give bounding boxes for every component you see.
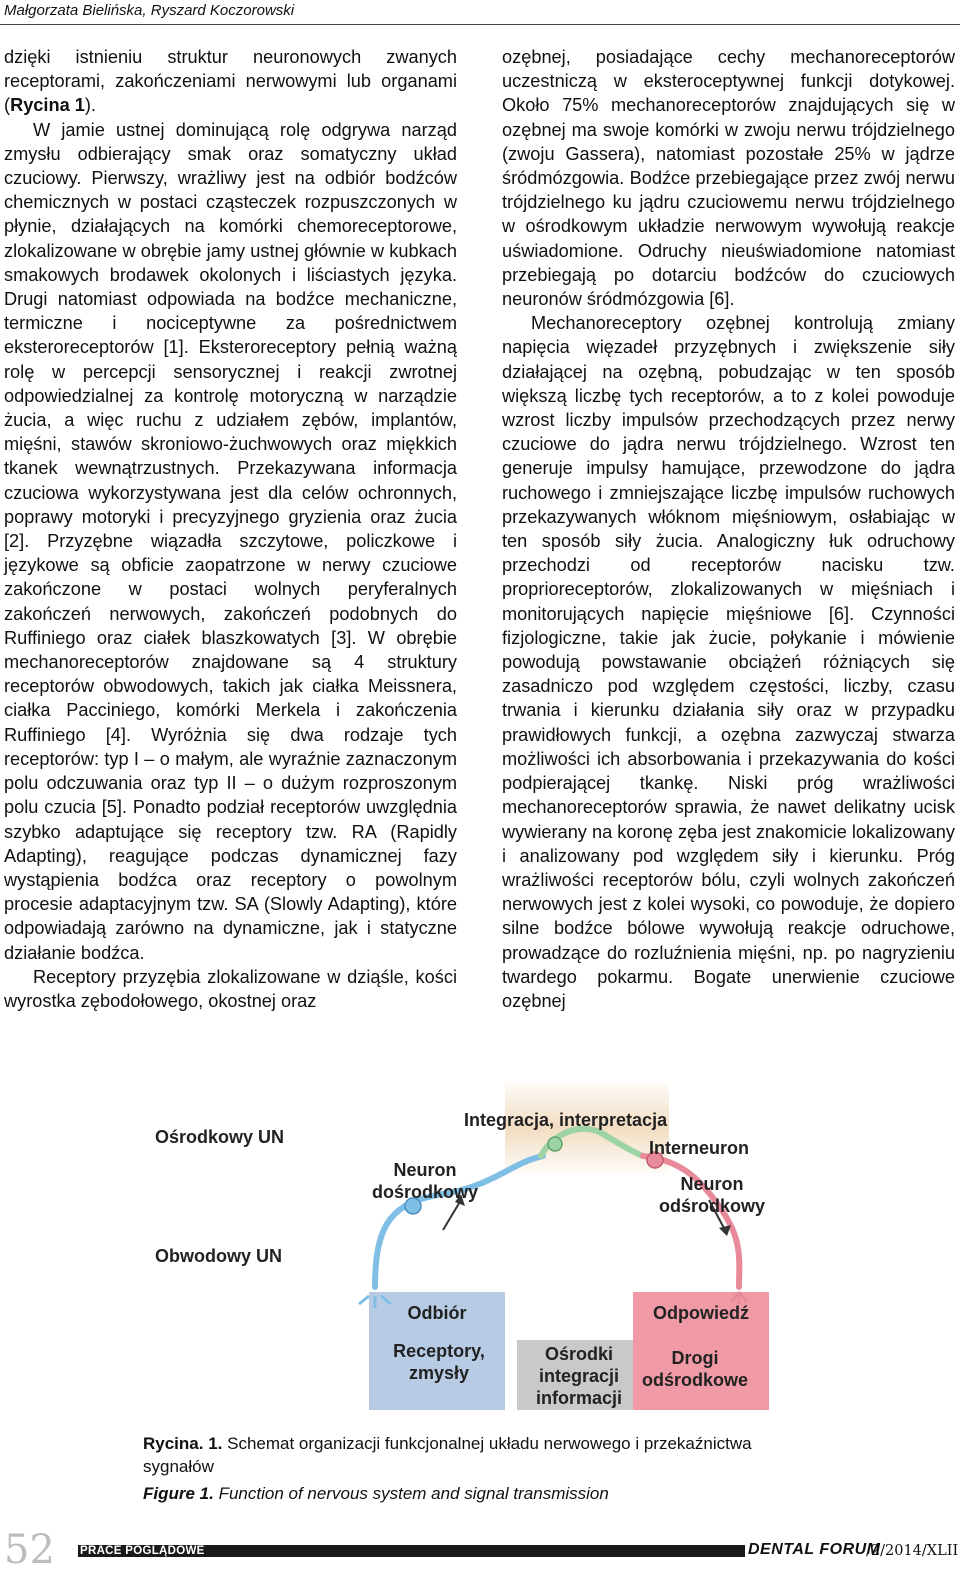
caption-en-text: Function of nervous system and signal transmission — [218, 1484, 609, 1503]
left-p1-end: ). — [84, 95, 96, 116]
label-receptors: Receptory, zmysły — [393, 1341, 485, 1383]
figure-nervous-system — [143, 1082, 827, 1412]
header-rule — [0, 24, 960, 25]
left-paragraph-1 — [4, 45, 457, 118]
label-efferent-neuron: Neuron odśrodkowy — [658, 1174, 765, 1216]
left-p1-text: dzięki istnieniu struktur neuronowych zwanych receptorami, zakończeniami nerwowymi lub organami ( — [4, 47, 457, 116]
label-efferent-pathways: Drogi odśrodkowe — [641, 1348, 748, 1390]
label-integration-centers: Ośrodki integracji informacji — [535, 1344, 623, 1408]
label-output: Odpowiedź — [653, 1303, 749, 1323]
caption-en-label: Figure 1. — [143, 1484, 214, 1503]
label-central-ns: Ośrodkowy UN — [155, 1127, 285, 1147]
left-paragraph-2: W jamie ustnej dominującą rolę odgrywa narząd zmysłu odbierający smak oraz somatyczny układ czuciowy. Pierwszy, wrażliwy jest na odbiór bodźców chemicznych w postaci cząsteczek rozpuszczonych w płynie, działających na komórki chemoreceptorowe, zlokalizowane w obrębie jamy ustnej głównie w kubkach smakowych brodawek okolonych i liściastych języka. Drugi natomiast odpowiada na bodźce mechaniczne, termiczne i nociceptywne za pośrednictwem eksteroreceptorów [1]. Eksteroreceptory pełnią ważną rolę w percepcji sensorycznej i reakcji zwrotnej odpowiedzialnej za kontrolę motoryczną w narządzie żucia, a więc ruchu z udziałem zębów, implantów, mięśni, stawów skroniowo-żuchwowych oraz miękkich tkanek wewnątrzustnych. Przekazywana informacja czuciowa wykorzystywana jest dla celów ochronnych, poprawy motoryki i precyzyjnego gryzienia oraz żucia [2]. Przyzębne wiązadła szczytowe, policzkowe i językowe są obficie zaopatrzone w nerwy czuciowe zakończone w postaci wolnych peryferalnych zakończeń nerwowych, zakończeń podobnych do Ruffiniego oraz ciałek blaszkowatych [3]. W obrębie mechanoreceptorów znajdowane są 4 struktury receptorów obwodowych, takich jak ciałka Meissnera, ciałka Pacciniego, komórki Merkela i zakończenia Ruffiniego [4]. Wyróżnia się dwa rodzaje tych receptorów: typ I – o małym, ale wyraźnie zaznaczonym polu odczuwania oraz typ II – o dużym rozproszonym polu czucia [5]. Ponadto podział receptorów uwzględnia szybko adaptujące się receptory tzw. RA (Rapidly Adapting), reagujące podczas dynamicznej fazy wystąpienia bodźca oraz receptory o powolnym procesie adaptacyjnym tzw. SA (Slowly Adapting), które odpowiadają zarówno na dynamiczne, jak i statyczne działanie bodźca. — [4, 119, 457, 963]
page-number: 52 — [4, 1527, 55, 1573]
arrow-up-left — [443, 1200, 461, 1230]
section-label: PRACE POGLĄDOWE — [80, 1545, 205, 1557]
left-column — [4, 45, 457, 1013]
caption-polish — [143, 1433, 823, 1478]
right-column — [502, 45, 955, 1013]
running-head-authors: Małgorzata Bielińska, Ryszard Koczorowski — [4, 2, 295, 19]
interneuron-body — [548, 1137, 562, 1151]
arrow-down-right-head — [719, 1225, 731, 1236]
figure-caption — [143, 1433, 823, 1506]
label-afferent-neuron: Neuron dośrodkowy — [371, 1160, 478, 1202]
label-integration: Integracja, interpretacja — [464, 1110, 668, 1130]
label-peripheral-ns: Obwodowy UN — [155, 1246, 282, 1266]
right-paragraph-1: ozębnej, posiadające cechy mechanoreceptorów uczestniczą w eksteroceptywnej funkcji dotykowej. Około 75% mechanoreceptorów znajdujących się w ozębnej ma swoje komórki w zwoju nerwu trójdzielnego (zwoju Gassera), natomiast pozostałe 25% w jądrze śródmózgowia. Bodźce przebiegające przez zwój nerwu trójdzielnego ku jądru czuciowemu nerwu trójdzielnego w ośrodkowym układzie nerwowym wywołują reakcje uświadomione. Odruchy nieuświadomione natomiast przebiegają po dotarciu bodźców do czuciowych neuronów śródmózgowia [6]. — [502, 47, 955, 310]
caption-english — [143, 1483, 823, 1506]
right-paragraph-2: Mechanoreceptory ozębnej kontrolują zmiany napięcia więzadeł przyzębnych i zwiększenie siły działającej na ozębną, pobudzając w ten sposób większą liczbę tych receptorów, a to z kolei powoduje wzrost liczby impulsów przechodzących przez nerwy czuciowe do jądra nerwu trójdzielnego. Wzrost ten generuje impulsy hamujące, przewodzone do jądra ruchowego i zmniejszające liczbę impulsów ruchowych przekazywanych włóknom mięśniowym, osłabiając w ten sposób siły żucia. Analogiczny łuk odruchowy przechodzi od receptorów nacisku tzw. proprioreceptorów, zlokalizowanych w mięśniach i monitorujących napięcie mięśniowe [6]. Czynności fizjologiczne, takie jak żucie, połykanie i mówienie powodują powstawanie obciążeń różniących się zasadniczo pod względem częstości, liczby, czasu trwania i kierunku działania siły oraz w przypadku prawidłowych funkcji, a ozębna zazwyczaj stwarza możliwości ich absorbowania i przekazywania do kości podpierającej tkankę. Niski próg wrażliwości mechanoreceptorów sprawia, że nawet delikatny ucisk wywierany na koronę zęba jest znakomicie lokalizowany i analizowany pod względem siły i kierunku. Próg wrażliwości receptorów bólu, czyli wolnych zakończeń nerwowych jest z kolei wysoki, co powoduje, że dopiero silne bodźce bólowe wywołują reakcje odruchowe, prowadzące do rozluźnienia mięśni, np. po nagryzieniu twardego pokarmu. Bogate unerwienie czuciowe ozębnej — [502, 313, 955, 1011]
caption-pl-text: Schemat organizacji funkcjonalnej układu nerwowego i przekaźnictwa sygnałów — [143, 1434, 752, 1476]
caption-pl-label: Rycina. 1. — [143, 1434, 223, 1453]
journal-issue: /2/2014/XLII — [866, 1543, 959, 1559]
journal-name: DENTAL FORUM — [748, 1541, 881, 1558]
figure-reference: Rycina 1 — [10, 95, 85, 116]
label-input: Odbiór — [407, 1303, 467, 1323]
left-paragraph-3: Receptory przyzębia zlokalizowane w dziąśle, kości wyrostka zębodołowego, okostnej oraz — [4, 966, 457, 1011]
label-interneuron: Interneuron — [649, 1138, 750, 1158]
